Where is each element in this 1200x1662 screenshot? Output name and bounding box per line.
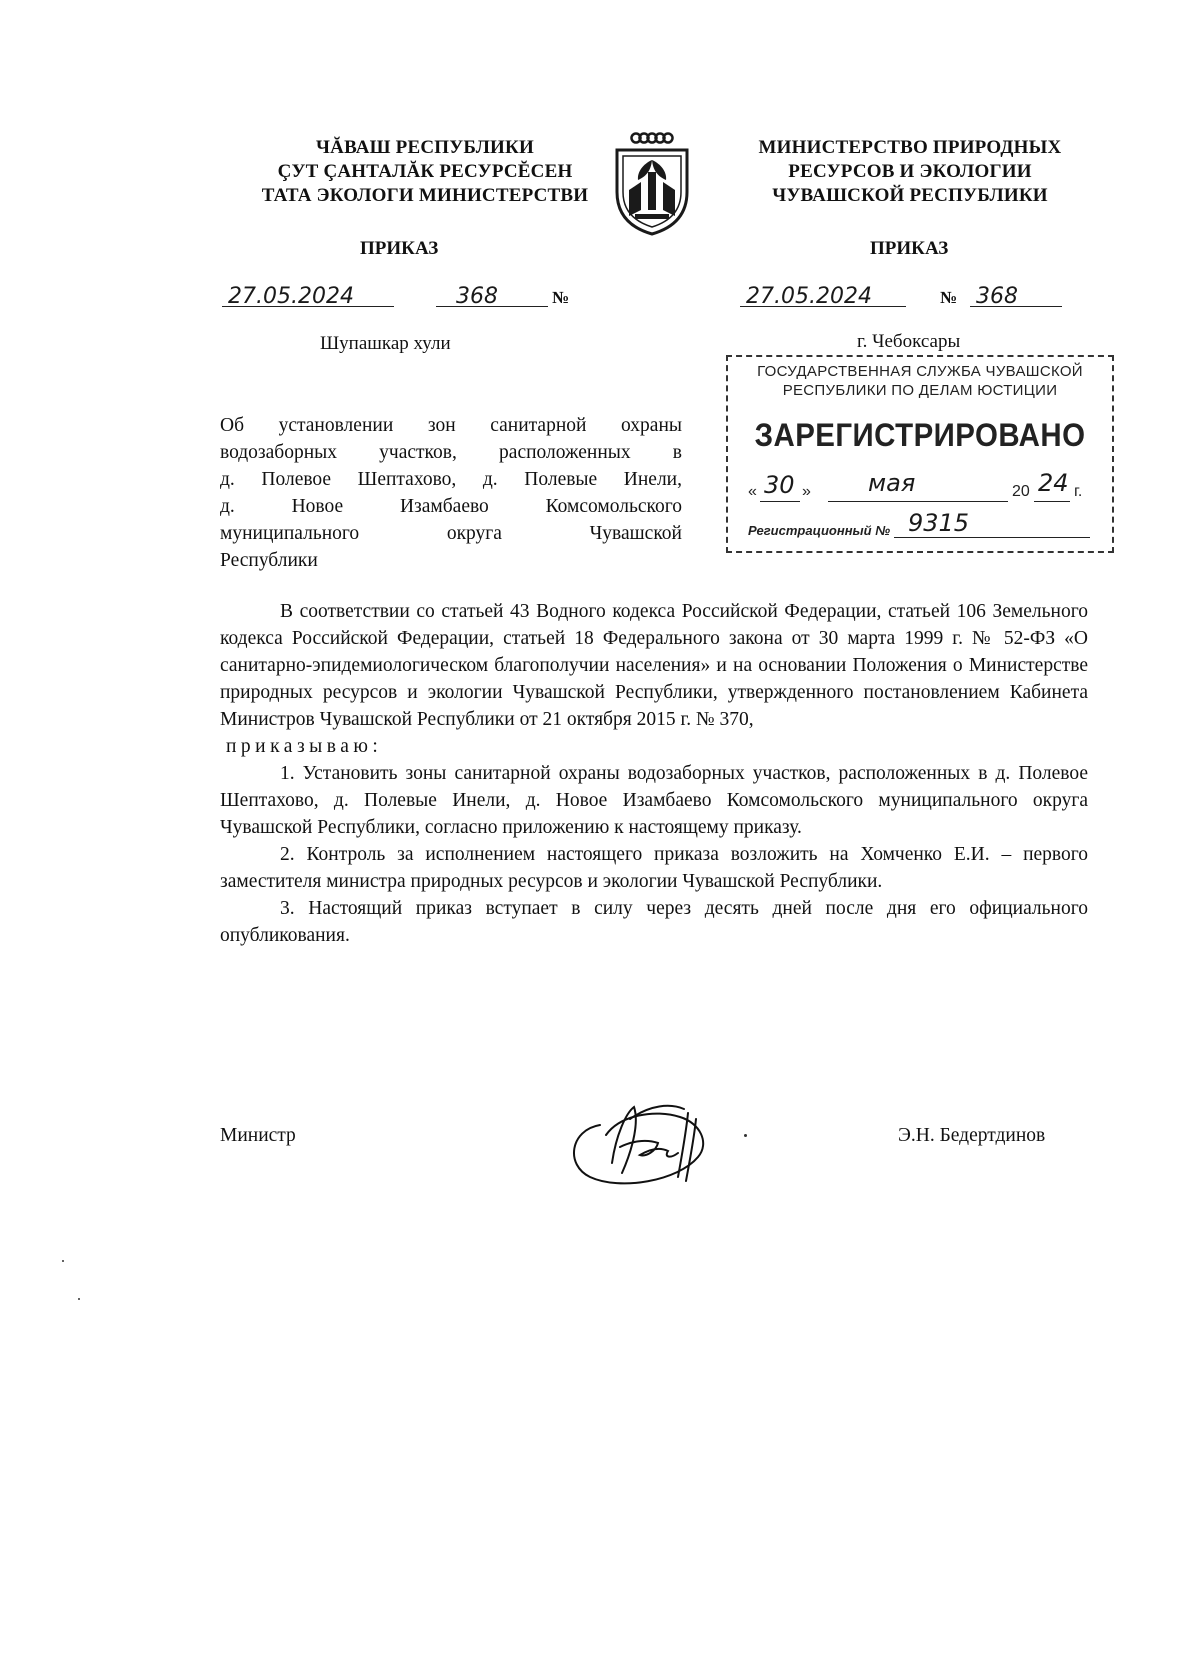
header-left-line-3: ТАТА ЭКОЛОГИ МИНИСТЕРСТВИ xyxy=(261,185,589,206)
scan-speck xyxy=(78,1298,80,1300)
place-russian: г. Чебоксары xyxy=(857,331,961,352)
header-chuvash xyxy=(250,136,600,208)
registration-stamp xyxy=(726,355,1114,553)
title-line-2: водозаборных участков, расположенных в xyxy=(220,442,682,463)
stamp-reg-underline xyxy=(894,537,1090,538)
order-title xyxy=(220,412,682,574)
order-date-left: 27.05.2024 xyxy=(228,284,354,309)
title-line-5: муниципального округа Чувашской xyxy=(220,523,682,544)
number-underline-right xyxy=(970,306,1062,307)
title-line-1: Об установлении зон санитарной охраны xyxy=(220,415,682,436)
stamp-year-unit: г. xyxy=(1074,483,1083,500)
stamp-agency-line-1: ГОСУДАРСТВЕННАЯ СЛУЖБА ЧУВАШСКОЙ xyxy=(757,363,1083,380)
header-russian xyxy=(735,136,1085,208)
stamp-day: 30 xyxy=(764,471,795,499)
stamp-year-prefix: 20 xyxy=(1012,483,1030,500)
stamp-title: ЗАРЕГИСТРИРОВАНО xyxy=(754,417,1086,453)
stamp-reg-label: Регистрационный № xyxy=(748,523,891,538)
chuvash-emblem-icon xyxy=(607,130,697,238)
body-item-2: 2. Контроль за исполнением настоящего приказа возложить на Хомченко Е.И. – первого заместителя министра природных ресурсов и экологии Чувашской Республики. xyxy=(220,844,1088,892)
stamp-open-quote: « xyxy=(748,483,757,500)
signer-title: Министр xyxy=(220,1125,296,1146)
title-line-3: д. Полевое Шептахово, д. Полевые Инели, xyxy=(220,469,682,490)
stamp-day-underline xyxy=(760,501,800,502)
stray-dot xyxy=(744,1134,747,1137)
order-date-right: 27.05.2024 xyxy=(746,284,872,309)
stamp-close-quote: » xyxy=(802,483,811,500)
number-sign-right: № xyxy=(940,288,958,307)
body-preamble: В соответствии со статьей 43 Водного кодекса Российской Федерации, статьей 106 Земельного кодекса Российской Федерации, статьей 18 Федерального закона от 30 марта 1999 г. № 52-ФЗ «О санитарно-эпидемиологическом благополучии населения» и на основании Положения о Министерстве природных ресурсов и экологии Чувашской Республики, утвержденного постановлением Кабинета Министров Чувашской Республики от 21 октября 2015 г. № 370, xyxy=(220,601,1088,730)
header-left-line-1: ЧĂВАШ РЕСПУБЛИКИ xyxy=(316,137,534,158)
stamp-year-underline xyxy=(1034,501,1070,502)
header-right-line-1: МИНИСТЕРСТВО ПРИРОДНЫХ xyxy=(758,137,1062,158)
header-left-line-2: ÇУТ ÇАНТАЛĂК РЕСУРСĔСЕН xyxy=(277,161,573,182)
signer-name: Э.Н. Бедертдинов xyxy=(898,1125,1046,1146)
title-line-4: д. Новое Изамбаево Комсомольского xyxy=(220,496,682,517)
place-chuvash: Шупашкар хули xyxy=(320,333,451,354)
number-underline-left xyxy=(436,306,548,307)
title-line-6: Республики xyxy=(220,550,318,571)
body-item-1: 1. Установить зоны санитарной охраны водозаборных участков, расположенных в д. Полевое Шептахово, д. Полевые Инели, д. Новое Изамбаево Комсомольского муниципального округа Чувашской Республики, согласно приложению к настоящему приказу. xyxy=(220,763,1088,838)
order-number-right: 368 xyxy=(976,284,1018,309)
stamp-date xyxy=(748,469,1108,507)
stamp-month: мая xyxy=(868,469,916,497)
scan-speck xyxy=(62,1260,64,1262)
stamp-year-suffix: 24 xyxy=(1038,469,1069,497)
date-underline-left xyxy=(222,306,394,307)
body-item-3: 3. Настоящий приказ вступает в силу через десять дней после дня его официального опубликования. xyxy=(220,898,1088,946)
header-right-line-3: ЧУВАШСКОЙ РЕСПУБЛИКИ xyxy=(772,185,1048,206)
stamp-month-underline xyxy=(828,501,1008,502)
handwritten-signature xyxy=(560,1085,720,1195)
header-right-line-2: РЕСУРСОВ И ЭКОЛОГИИ xyxy=(788,161,1032,182)
order-number-left: 368 xyxy=(456,284,498,309)
body-order-verb: приказываю: xyxy=(226,736,383,757)
order-word-right: ПРИКАЗ xyxy=(870,238,949,259)
stamp-agency-line-2: РЕСПУБЛИКИ ПО ДЕЛАМ ЮСТИЦИИ xyxy=(782,382,1058,399)
order-body xyxy=(220,598,1088,949)
stamp-reg-number: 9315 xyxy=(908,509,970,537)
number-sign-left: № xyxy=(552,288,570,307)
date-underline-right xyxy=(740,306,906,307)
order-word-left: ПРИКАЗ xyxy=(360,238,439,259)
